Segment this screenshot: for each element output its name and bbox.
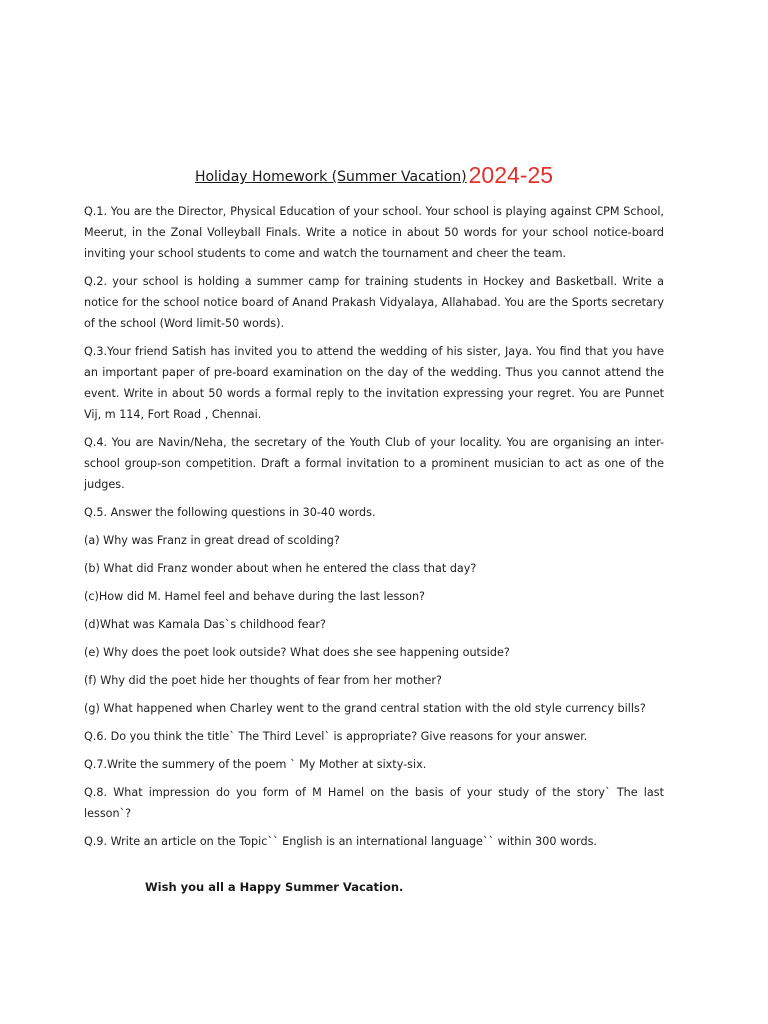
question-5e: (e) Why does the poet look outside? What does she see happening outside? [84,646,510,659]
question-8: Q.8. What impression do you form of M Hamel on the basis of your study of the story` The last lesson`? [84,786,664,820]
question-5g: (g) What happened when Charley went to the grand central station with the old style currency bills? [84,702,646,715]
question-9: Q.9. Write an article on the Topic`` English is an international language`` within 300 words. [84,835,597,848]
homework-page [84,160,664,859]
question-5a: (a) Why was Franz in great dread of scolding? [84,534,340,547]
question-2: Q.2. your school is holding a summer camp for training students in Hockey and Basketball. Write a notice for the school notice board of Anand Prakash Vidyalaya, Allahabad. You are the Sports secretary of the school (Word limit-50 words). [84,275,664,330]
page-title [84,160,664,187]
question-5d: (d)What was Kamala Das`s childhood fear? [84,618,326,631]
question-5c: (c)How did M. Hamel feel and behave during the last lesson? [84,590,425,603]
title-text: Holiday Homework (Summer Vacation) [194,169,467,185]
question-5f: (f) Why did the poet hide her thoughts of fear from her mother? [84,674,442,687]
closing-message: Wish you all a Happy Summer Vacation. [145,880,404,894]
question-4: Q.4. You are Navin/Neha, the secretary of the Youth Club of your locality. You are organising an inter-school group-son competition. Draft a formal invitation to a prominent musician to act as one of the judges. [84,436,664,491]
question-6: Q.6. Do you think the title` The Third Level` is appropriate? Give reasons for your answer. [84,730,588,743]
question-list [84,201,664,852]
question-5b: (b) What did Franz wonder about when he entered the class that day? [84,562,477,575]
question-3: Q.3.Your friend Satish has invited you to attend the wedding of his sister, Jaya. You find that you have an important paper of pre-board examination on the day of the wedding. Thus you cannot attend the event. Write in about 50 words a formal reply to the invitation expressing your regret. You are Punnet Vij, m 114, Fort Road , Chennai. [84,345,664,421]
title-year: 2024-25 [468,162,554,188]
question-7: Q.7.Write the summery of the poem ` My Mother at sixty-six. [84,758,427,771]
question-1: Q.1. You are the Director, Physical Education of your school. Your school is playing against CPM School, Meerut, in the Zonal Volleyball Finals. Write a notice in about 50 words for your school notice-board inviting your school students to come and watch the tournament and cheer the team. [84,205,664,260]
question-5: Q.5. Answer the following questions in 30-40 words. [84,506,376,519]
